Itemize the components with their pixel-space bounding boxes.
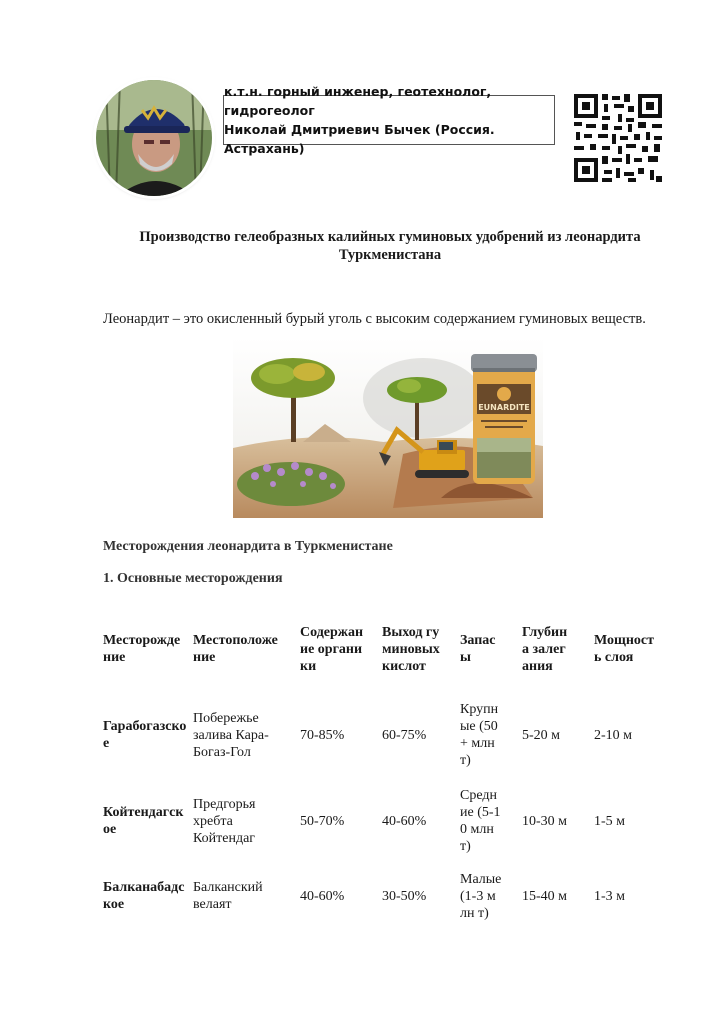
author-photo (96, 80, 212, 196)
cell-reserves: Малые (1-3 млн т) (460, 871, 502, 921)
column-header-organic: Содержание органики (300, 624, 364, 674)
column-header-reserves: Запасы (460, 633, 496, 665)
cell-location: Предгорья хребта Койтендаг (193, 796, 256, 846)
column-header-humic-yield: Выход гуминовых кислот (382, 624, 440, 674)
document-title-line-1: Производство гелеобразных калийных гуминовых удобрений из леонардита (139, 229, 641, 245)
cell-reserves: Средние (5-10 млн т) (460, 788, 501, 854)
main-deposits-heading: 1. Основные месторождения (103, 571, 283, 586)
cell-location: Балканский велаят (193, 880, 263, 912)
cell-reserves: Крупные (50+ млн т) (460, 702, 499, 768)
cell-organic: 40-60% (300, 888, 345, 904)
cell-organic: 70-85% (300, 727, 345, 743)
leonardite-mining-illustration (233, 338, 543, 518)
table-row (100, 778, 690, 864)
column-header-depth: Глубина залегания (522, 624, 568, 674)
table-row (100, 864, 690, 928)
cell-organic: 50-70% (300, 813, 345, 829)
cell-location: Побережье залива Кара-Богаз-Гол (193, 710, 269, 760)
table-header-row (100, 606, 690, 692)
cell-depth: 15-40 м (522, 888, 568, 904)
cell-thickness: 1-5 м (594, 813, 626, 829)
humate-product-jar (471, 354, 537, 484)
cell-deposit: Гарабогазское (103, 719, 187, 751)
column-header-thickness: Мощность слоя (594, 633, 655, 665)
flowering-shrub (237, 462, 345, 506)
column-header-deposit: Месторождение (103, 633, 181, 665)
cell-thickness: 1-3 м (594, 888, 626, 904)
document-title-line-2: Туркменистана (338, 247, 442, 263)
intro-paragraph: Леонардит – это окисленный бурый уголь с высоким содержанием гуминовых веществ. (103, 311, 646, 327)
table-row (100, 692, 690, 778)
deposits-heading: Месторождения леонардита в Туркменистане (103, 539, 393, 554)
qr-code-icon[interactable] (572, 92, 664, 184)
author-name: Николай Дмитриевич Бычек (Россия. Астрахань) (224, 122, 495, 156)
cell-depth: 5-20 м (522, 727, 561, 743)
author-credentials-box (223, 84, 555, 156)
cell-deposit: Балканабадское (103, 880, 185, 912)
deposits-table (100, 606, 690, 928)
cell-humic-yield: 30-50% (382, 888, 427, 904)
cell-humic-yield: 60-75% (382, 727, 427, 743)
author-title: к.т.н. горный инженер, геотехнолог, гидрогеолог (224, 84, 492, 118)
product-label: EUNARDITE (478, 403, 530, 412)
cell-humic-yield: 40-60% (382, 813, 427, 829)
cell-depth: 10-30 м (522, 813, 568, 829)
document-title (100, 228, 680, 264)
cell-deposit: Койтендагское (103, 805, 184, 837)
column-header-location: Местоположение (193, 633, 278, 665)
cell-thickness: 2-10 м (594, 727, 633, 743)
